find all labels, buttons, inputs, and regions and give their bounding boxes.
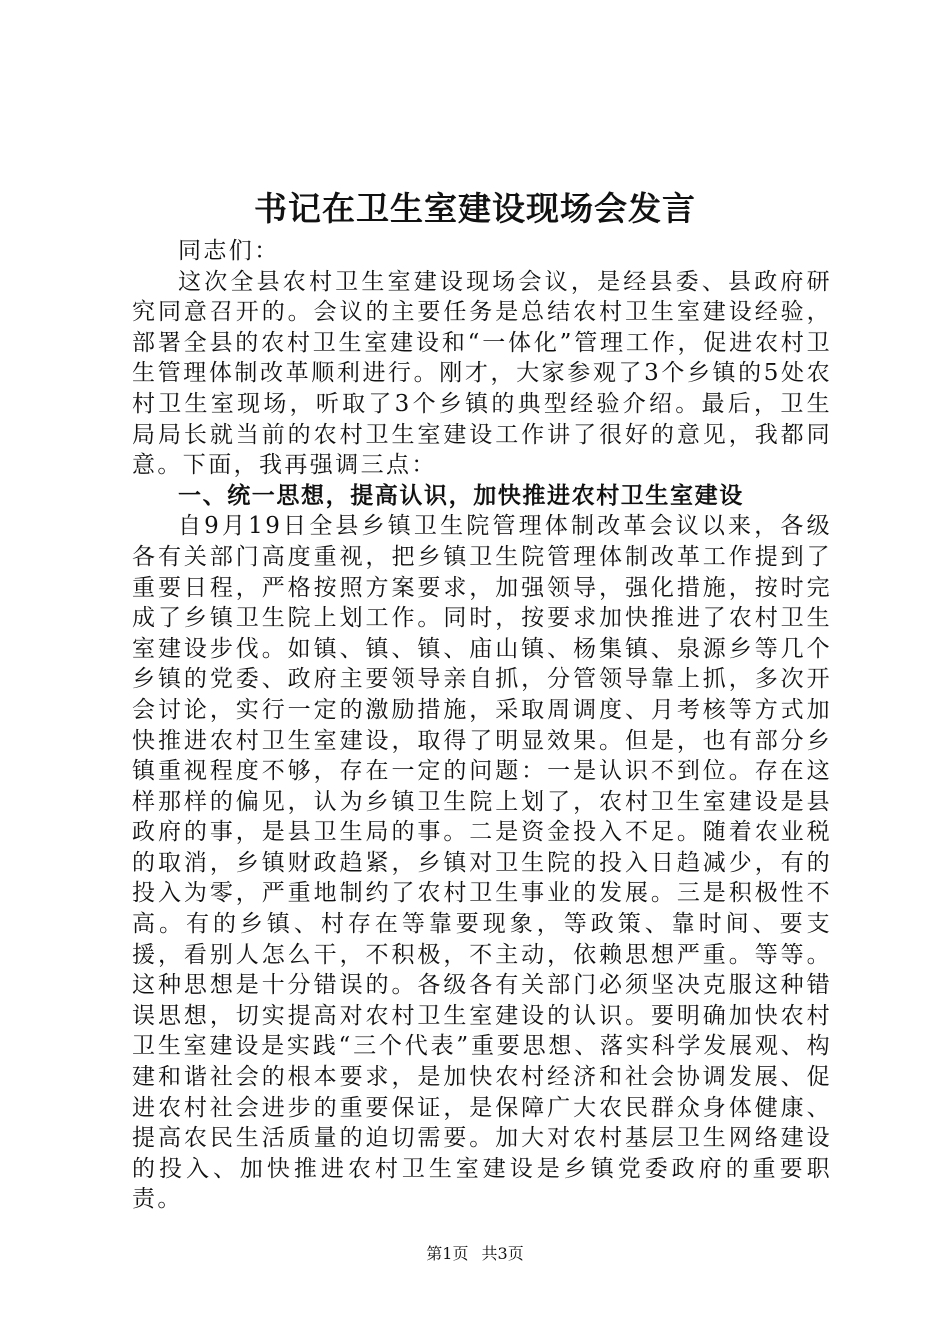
page-footer [0,1244,950,1264]
paragraph-section-one: 自9月19日全县乡镇卫生院管理体制改革会议以来，各级各有关部门高度重视，把乡镇卫生院管理体制改革工作提到了重要日程，严格按照方案要求，加强领导，强化措施，按时完成了乡镇卫生院上划工作。同时，按要求加快推进了农村卫生室建设步伐。如镇、镇、镇、庙山镇、杨集镇、泉源乡等几个乡镇的党委、政府主要领导亲自抓，分管领导靠上抓，多次开会讨论，实行一定的激励措施，采取周调度、月考核等方式加快推进农村卫生室建设，取得了明显效果。但是，也有部分乡镇重视程度不够，存在一定的问题：一是认识不到位。存在这样那样的偏见，认为乡镇卫生院上划了，农村卫生室建设是县政府的事，是县卫生局的事。二是资金投入不足。随着农业税的取消，乡镇财政趋紧，乡镇对卫生院的投入日趋减少，有的投入为零，严重地制约了农村卫生事业的发展。三是积极性不高。有的乡镇、村存在等靠要现象，等政策、靠时间、要支援，看别人怎么干，不积极，不主动，依赖思想严重。等等。这种思想是十分错误的。各级各有关部门必须坚决克服这种错误思想，切实提高对农村卫生室建设的认识。要明确加快农村卫生室建设是实践“三个代表”重要思想、落实科学发展观、构建和谐社会的根本要求，是加快农村经济和社会协调发展、促进农村社会进步的重要保证，是保障广大农民群众身体健康、提高农民生活质量的迫切需要。加大对农村基层卫生网络建设的投入、加快推进农村卫生室建设是乡镇党委政府的重要职责。 [132,513,832,1213]
section-heading: 一、统一思想，提高认识，加快推进农村卫生室建设 [178,481,744,509]
document-body [132,236,832,1215]
document-title: 书记在卫生室建设现场会发言 [254,189,696,228]
page-total: 共3页 [481,1244,524,1263]
paragraph-intro: 这次全县农村卫生室建设现场会议，是经县委、县政府研究同意召开的。会议的主要任务是总结农村卫生室建设经验，部署全县的农村卫生室建设和“一体化”管理工作，促进农村卫生管理体制改革顺利进行。刚才，大家参观了3个乡镇的5处农村卫生室现场，听取了3个乡镇的典型经验介绍。最后，卫生局局长就当前的农村卫生室建设工作讲了很好的意见，我都同意。下面，我再强调三点： [132,268,832,479]
salutation: 同志们： [178,238,280,264]
page-number: 第1页 [426,1244,469,1263]
